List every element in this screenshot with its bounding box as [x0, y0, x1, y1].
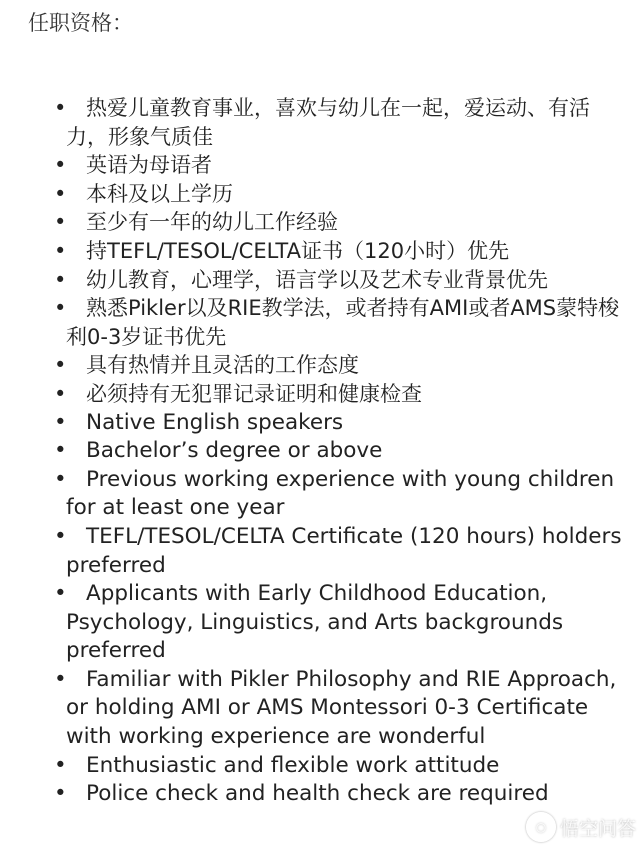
bullet-icon: •	[54, 296, 67, 321]
list-item	[0, 351, 640, 380]
list-item-text: 幼儿教育，心理学，语言学以及艺术专业背景优先	[86, 267, 548, 292]
bullet-icon: •	[54, 267, 67, 292]
list-item	[0, 666, 640, 752]
list-item	[0, 237, 640, 266]
bullet-icon: •	[54, 666, 67, 692]
list-item	[0, 380, 640, 409]
list-item	[0, 266, 640, 295]
section-heading: 任职资格：	[28, 11, 133, 35]
list-item	[0, 151, 640, 180]
list-item-text: Police check and health check are required	[86, 781, 549, 807]
list-item-text: 熟悉Pikler以及RIE教学法，或者持有AMI或者AMS蒙特梭利0-3岁证书优先	[66, 296, 620, 349]
bullet-icon: •	[54, 238, 67, 263]
list-item-text: 热爱儿童教育事业，喜欢与幼儿在一起，爱运动、有活力，形象气质佳	[66, 96, 590, 149]
list-item-text: Enthusiastic and flexible work attitude	[86, 752, 500, 778]
watermark	[526, 812, 636, 842]
list-item	[0, 580, 640, 666]
bullet-icon: •	[54, 581, 67, 607]
list-item	[0, 94, 640, 151]
list-item-text: 本科及以上学历	[86, 181, 233, 206]
list-item-text: Bachelor’s degree or above	[86, 438, 383, 464]
bullet-icon: •	[54, 409, 67, 435]
list-item	[0, 208, 640, 237]
qualifications-list	[0, 94, 640, 809]
list-item	[0, 752, 640, 781]
list-item-text: Native English speakers	[86, 409, 344, 435]
bullet-icon: •	[54, 181, 67, 206]
bullet-icon: •	[54, 153, 67, 178]
bullet-icon: •	[54, 466, 67, 492]
watermark-text: 悟空问答	[559, 817, 636, 840]
list-item	[0, 437, 640, 466]
list-item-text: 持TEFL/TESOL/CELTA证书（120小时）优先	[86, 238, 510, 263]
list-item	[0, 409, 640, 438]
list-item-text: Applicants with Early Childhood Education, Psychology, Linguistics, and Arts backgrounds preferred	[66, 581, 564, 664]
list-item-text: 具有热情并且灵活的工作态度	[86, 353, 359, 378]
list-item	[0, 294, 640, 351]
list-item	[0, 780, 640, 809]
list-item-text: 至少有一年的幼儿工作经验	[86, 210, 338, 235]
bullet-icon: •	[54, 438, 67, 464]
bullet-icon: •	[54, 96, 67, 120]
list-item	[0, 466, 640, 523]
bullet-icon: •	[54, 752, 67, 778]
list-item-text: Familiar with Pikler Philosophy and RIE Approach, or holding AMI or AMS Montessori 0-3 Certificate with working experience are wonderful	[66, 666, 617, 750]
bullet-icon: •	[54, 781, 67, 807]
list-item-text: TEFL/TESOL/CELTA Certificate (120 hours) holders preferred	[66, 523, 622, 578]
bullet-icon: •	[54, 381, 67, 406]
list-item-text: Previous working experience with young children for at least one year	[66, 466, 615, 521]
bullet-icon: •	[54, 353, 67, 378]
bullet-icon: •	[54, 210, 67, 235]
bullet-icon: •	[54, 523, 67, 549]
list-item	[0, 180, 640, 209]
list-item-text: 必须持有无犯罪记录证明和健康检查	[86, 381, 422, 406]
list-item-text: 英语为母语者	[86, 153, 212, 178]
list-item	[0, 523, 640, 580]
chat-bubble-icon: ○	[526, 812, 556, 842]
